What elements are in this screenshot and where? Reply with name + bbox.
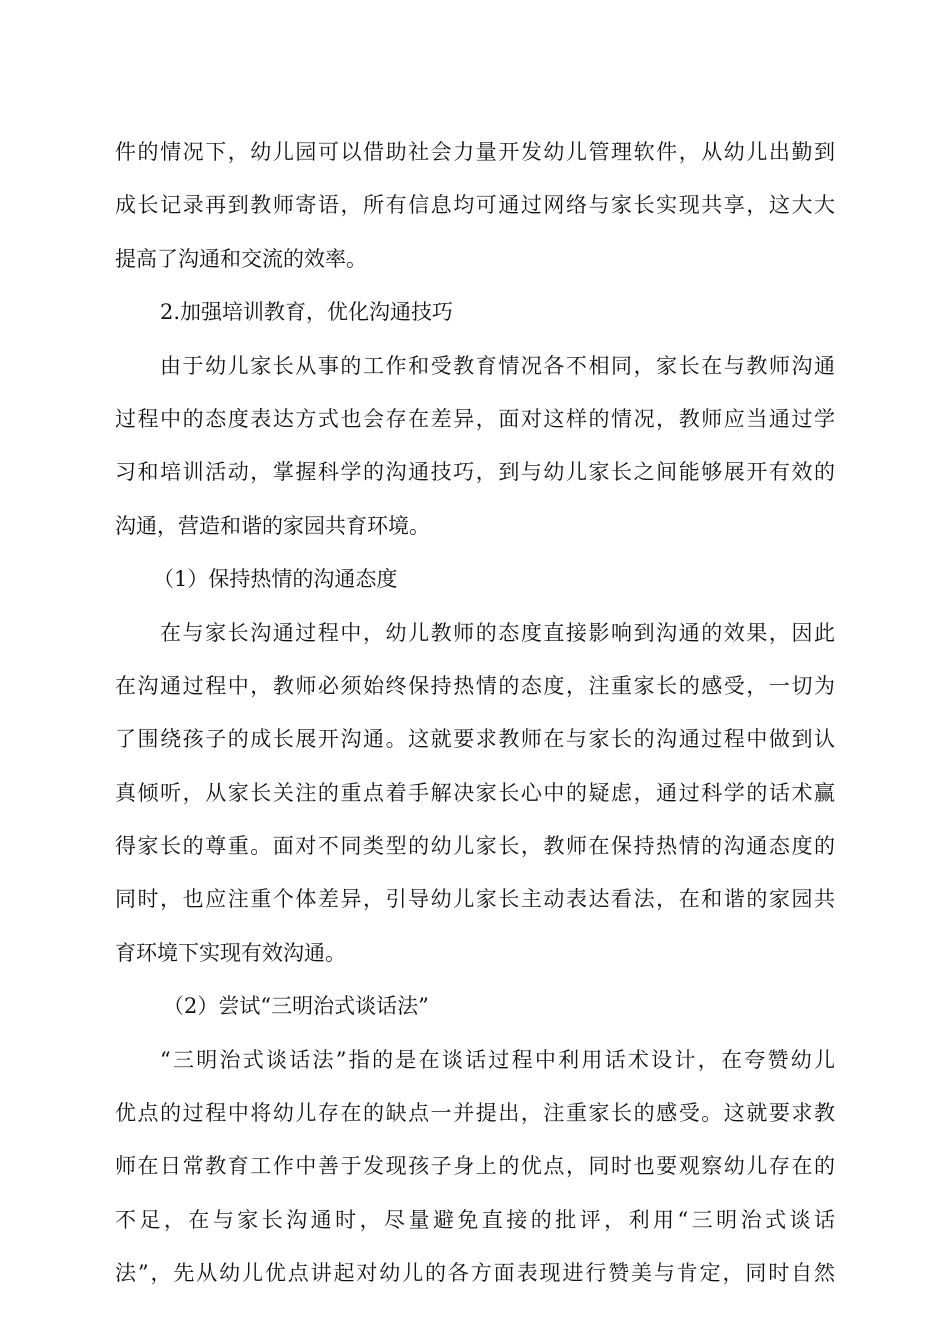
paragraph-line: 过程中的态度表达方式也会存在差异，面对这样的情况，教师应当通过学 bbox=[115, 406, 835, 431]
paragraph-line: 真倾听，从家长关注的重点着手解决家长心中的疑虑，通过科学的话术赢 bbox=[115, 780, 835, 805]
paragraph-line: 师在日常教育工作中善于发现孩子身上的优点，同时也要观察幼儿存在的 bbox=[115, 1154, 835, 1179]
paragraph-line: 同时，也应注重个体差异，引导幼儿家长主动表达看法，在和谐的家园共 bbox=[115, 887, 835, 912]
paragraph-line: 件的情况下，幼儿园可以借助社会力量开发幼儿管理软件，从幼儿出勤到 bbox=[115, 140, 835, 164]
paragraph-line: 得家长的尊重。面对不同类型的幼儿家长，教师在保持热情的沟通态度的 bbox=[115, 834, 835, 859]
paragraph-line: 法”，先从幼儿优点讲起对幼儿的各方面表现进行赞美与肯定，同时自然 bbox=[115, 1261, 835, 1286]
subsection-heading: （1）保持热情的沟通态度 bbox=[153, 567, 398, 592]
paragraph-line: 育环境下实现有效沟通。 bbox=[115, 940, 346, 965]
paragraph-line: 在与家长沟通过程中，幼儿教师的态度直接影响到沟通的效果，因此 bbox=[160, 620, 835, 645]
paragraph-line: 了围绕孩子的成长展开沟通。这就要求教师在与家长的沟通过程中做到认 bbox=[115, 727, 835, 752]
paragraph-line: 提高了沟通和交流的效率。 bbox=[115, 246, 367, 271]
section-heading: 2.加强培训教育，优化沟通技巧 bbox=[160, 300, 454, 325]
subsection-heading: （2）尝试“三明治式谈话法” bbox=[163, 994, 429, 1019]
paragraph-line: 习和培训活动，掌握科学的沟通技巧，到与幼儿家长之间能够展开有效的 bbox=[115, 460, 835, 485]
paragraph-line: 沟通，营造和谐的家园共育环境。 bbox=[115, 513, 430, 538]
paragraph-line: 成长记录再到教师寄语，所有信息均可通过网络与家长实现共享，这大大 bbox=[115, 193, 835, 218]
paragraph-line: 优点的过程中将幼儿存在的缺点一并提出，注重家长的感受。这就要求教 bbox=[115, 1101, 835, 1126]
paragraph-line: “三明治式谈话法”指的是在谈话过程中利用话术设计，在夸赞幼儿 bbox=[160, 1047, 835, 1072]
paragraph-line: 在沟通过程中，教师必须始终保持热情的态度，注重家长的感受，一切为 bbox=[115, 673, 835, 698]
paragraph-line: 不足，在与家长沟通时，尽量避免直接的批评，利用“三明治式谈话 bbox=[115, 1207, 835, 1232]
document-page bbox=[115, 130, 835, 1305]
paragraph-line: 由于幼儿家长从事的工作和受教育情况各不相同，家长在与教师沟通 bbox=[160, 353, 835, 378]
